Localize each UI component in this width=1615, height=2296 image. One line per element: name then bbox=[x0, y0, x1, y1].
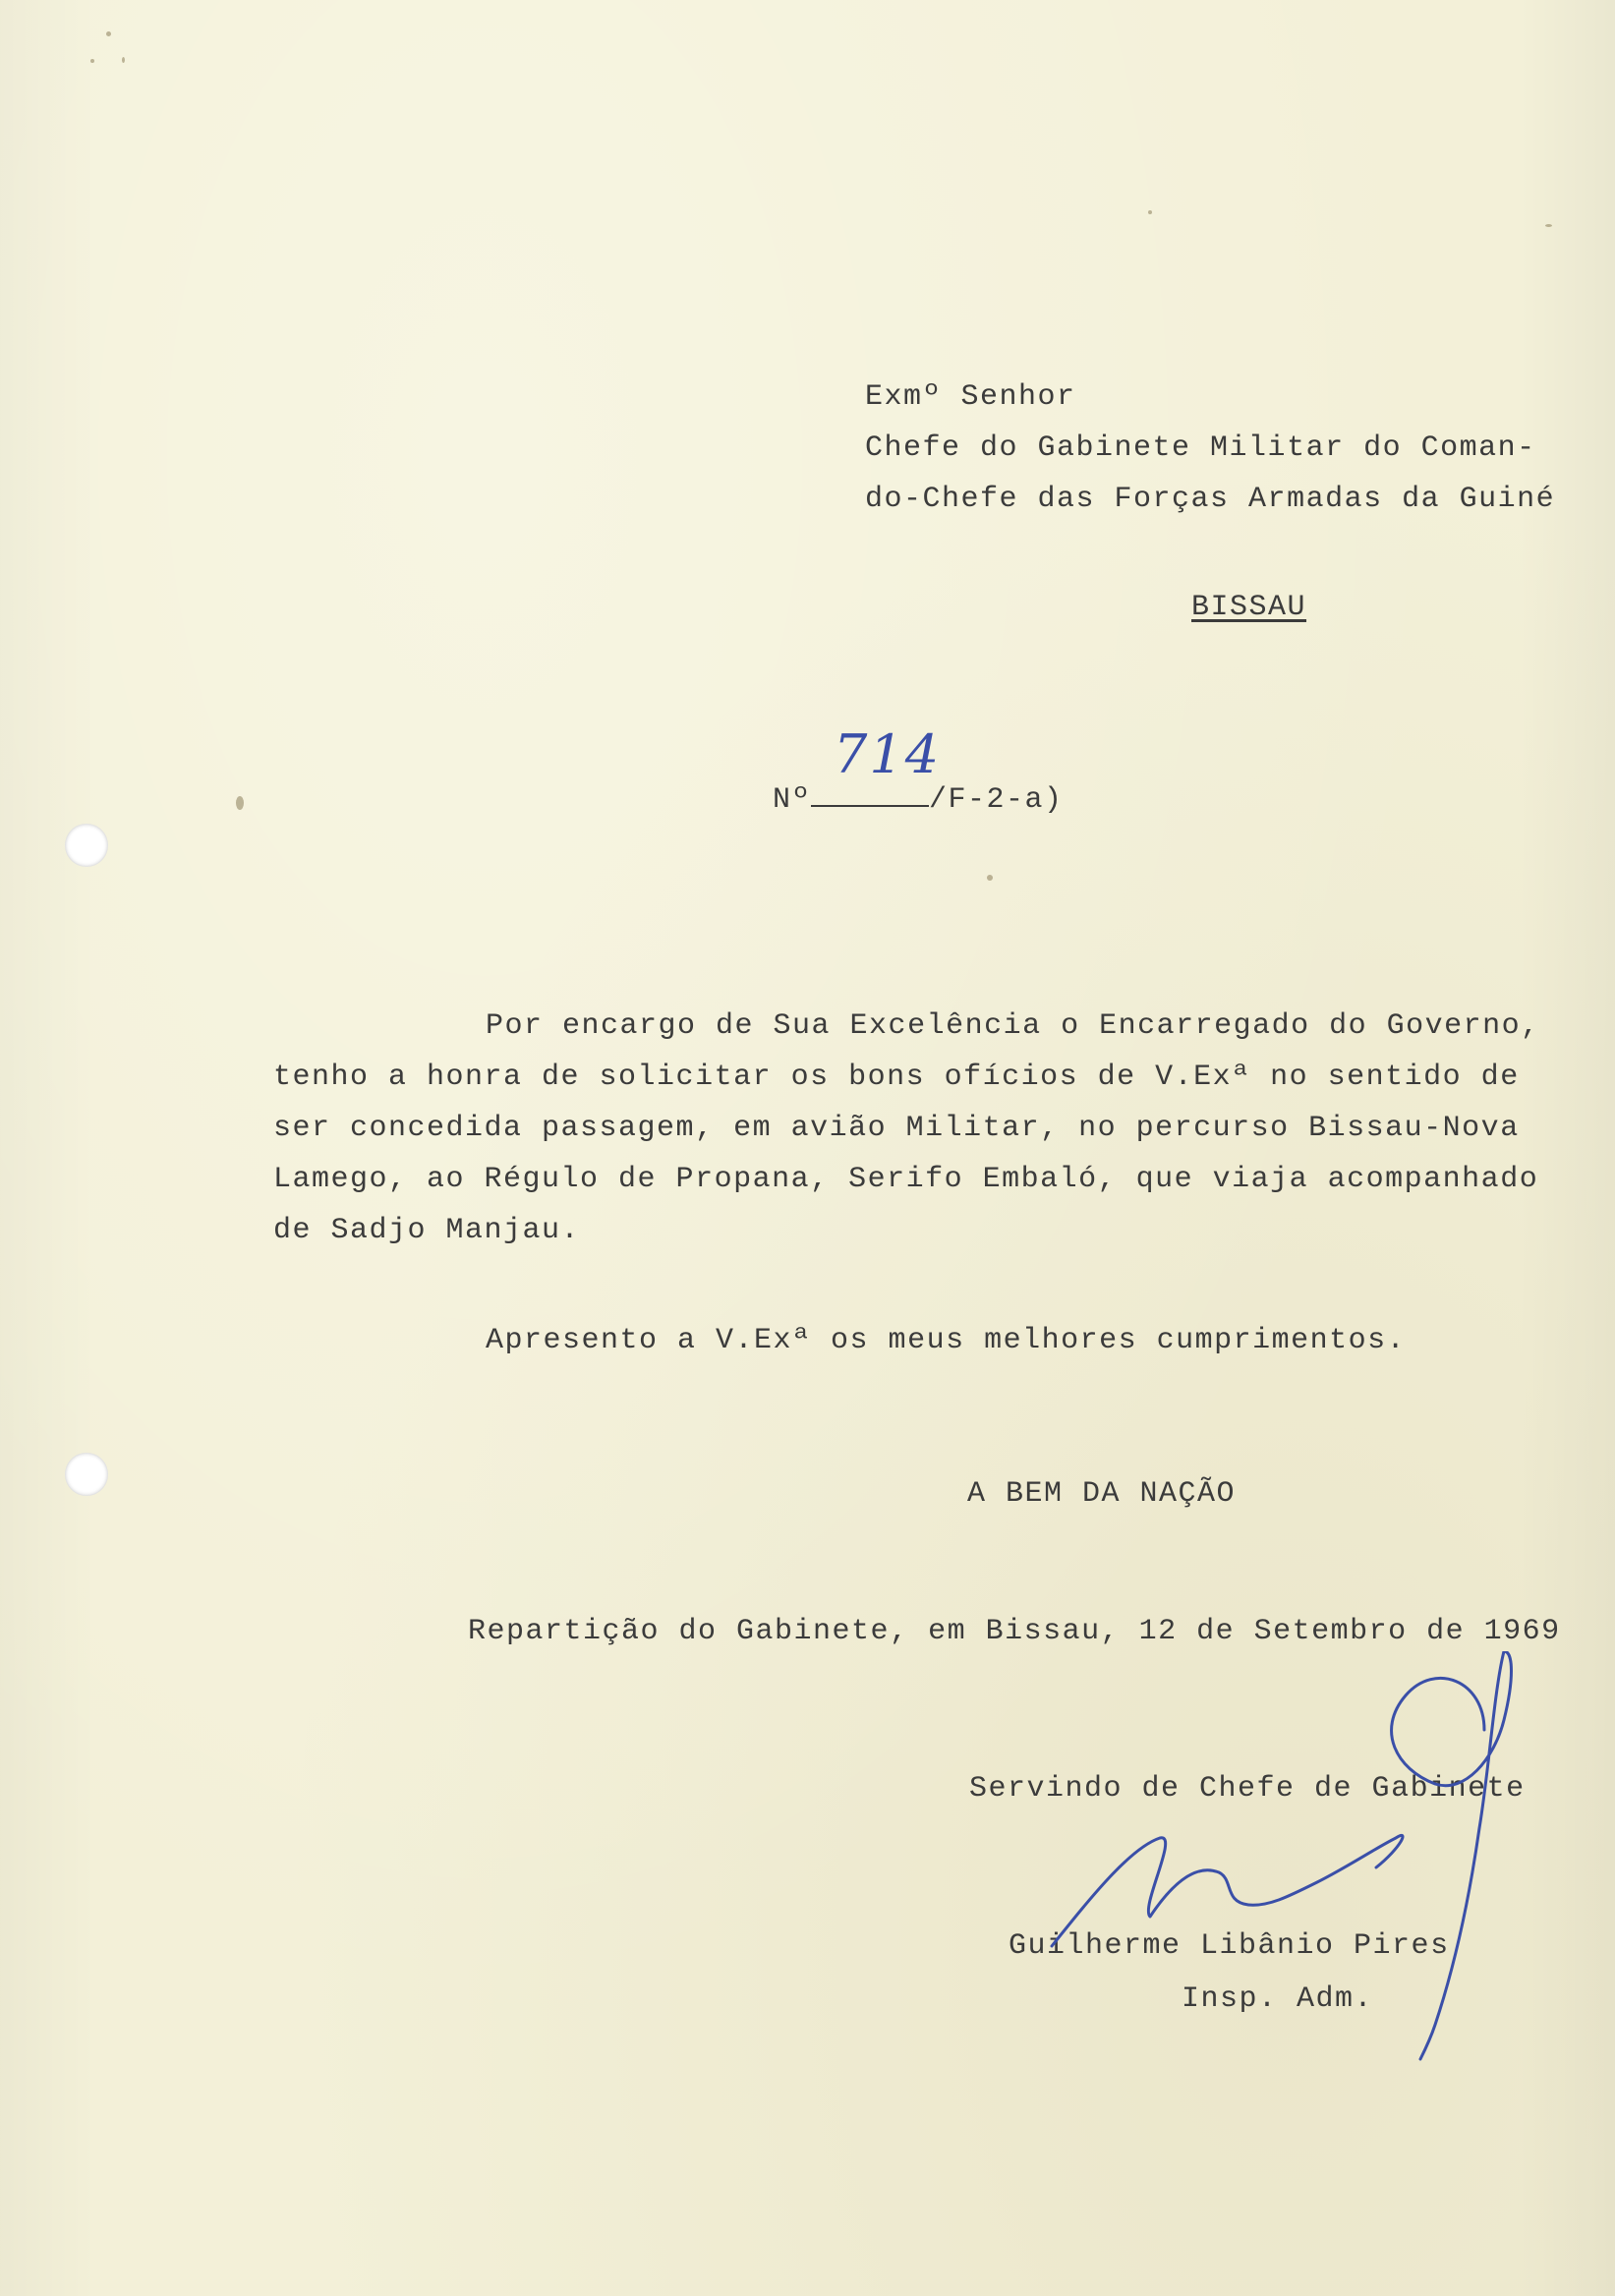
body-line-2: tenho a honra de solicitar os bons ofícios de V.Exª no sentido de bbox=[273, 1061, 1520, 1094]
closing-formula: A BEM DA NAÇÃO bbox=[967, 1477, 1237, 1511]
addressee-line-2: do-Chefe das Forças Armadas da Guiné bbox=[865, 483, 1556, 516]
signatory-title: Insp. Adm. bbox=[1182, 1982, 1374, 2016]
body-line-4: Lamego, ao Régulo de Propana, Serifo Embaló, que viaja acompanhado bbox=[273, 1163, 1539, 1196]
signatory-role: Servindo de Chefe de Gabinete bbox=[969, 1772, 1526, 1806]
addressee-salutation: Exmº Senhor bbox=[865, 380, 1076, 414]
body-line-3: ser concedida passagem, em avião Militar, no percurso Bissau-Nova bbox=[273, 1112, 1520, 1145]
paper-speck bbox=[1545, 224, 1552, 227]
punch-hole-top bbox=[65, 824, 108, 867]
addressee-line-1: Chefe do Gabinete Militar do Coman- bbox=[865, 431, 1536, 465]
paper-speck bbox=[106, 31, 111, 36]
body-paragraph-1 bbox=[273, 1001, 1571, 1266]
signature-loop bbox=[1392, 1651, 1512, 2059]
punch-hole-bottom bbox=[65, 1453, 108, 1496]
addressee-block bbox=[865, 372, 1573, 588]
paper-speck bbox=[90, 59, 94, 63]
signature-stroke bbox=[1052, 1835, 1403, 1946]
body-paragraph-2: Apresento a V.Exª os meus melhores cumprimentos. bbox=[486, 1324, 1407, 1357]
paper-speck bbox=[236, 796, 244, 810]
handwritten-signature bbox=[1022, 1651, 1573, 2064]
paper-speck bbox=[987, 875, 993, 881]
reference-prefix: Nº bbox=[773, 783, 812, 817]
addressee-city: BISSAU bbox=[1191, 591, 1307, 624]
body-line-5: de Sadjo Manjau. bbox=[273, 1214, 581, 1247]
paper-speck bbox=[122, 57, 125, 63]
body-line-1: Por encargo de Sua Excelência o Encarregado do Governo, bbox=[486, 1009, 1540, 1043]
reference-number-handwritten: 714 bbox=[834, 723, 942, 785]
paper-speck bbox=[1148, 210, 1152, 214]
reference-suffix: /F-2-a) bbox=[929, 783, 1064, 817]
place-date-line: Repartição do Gabinete, em Bissau, 12 de Setembro de 1969 bbox=[468, 1615, 1561, 1648]
signatory-name: Guilherme Libânio Pires bbox=[1009, 1929, 1450, 1963]
